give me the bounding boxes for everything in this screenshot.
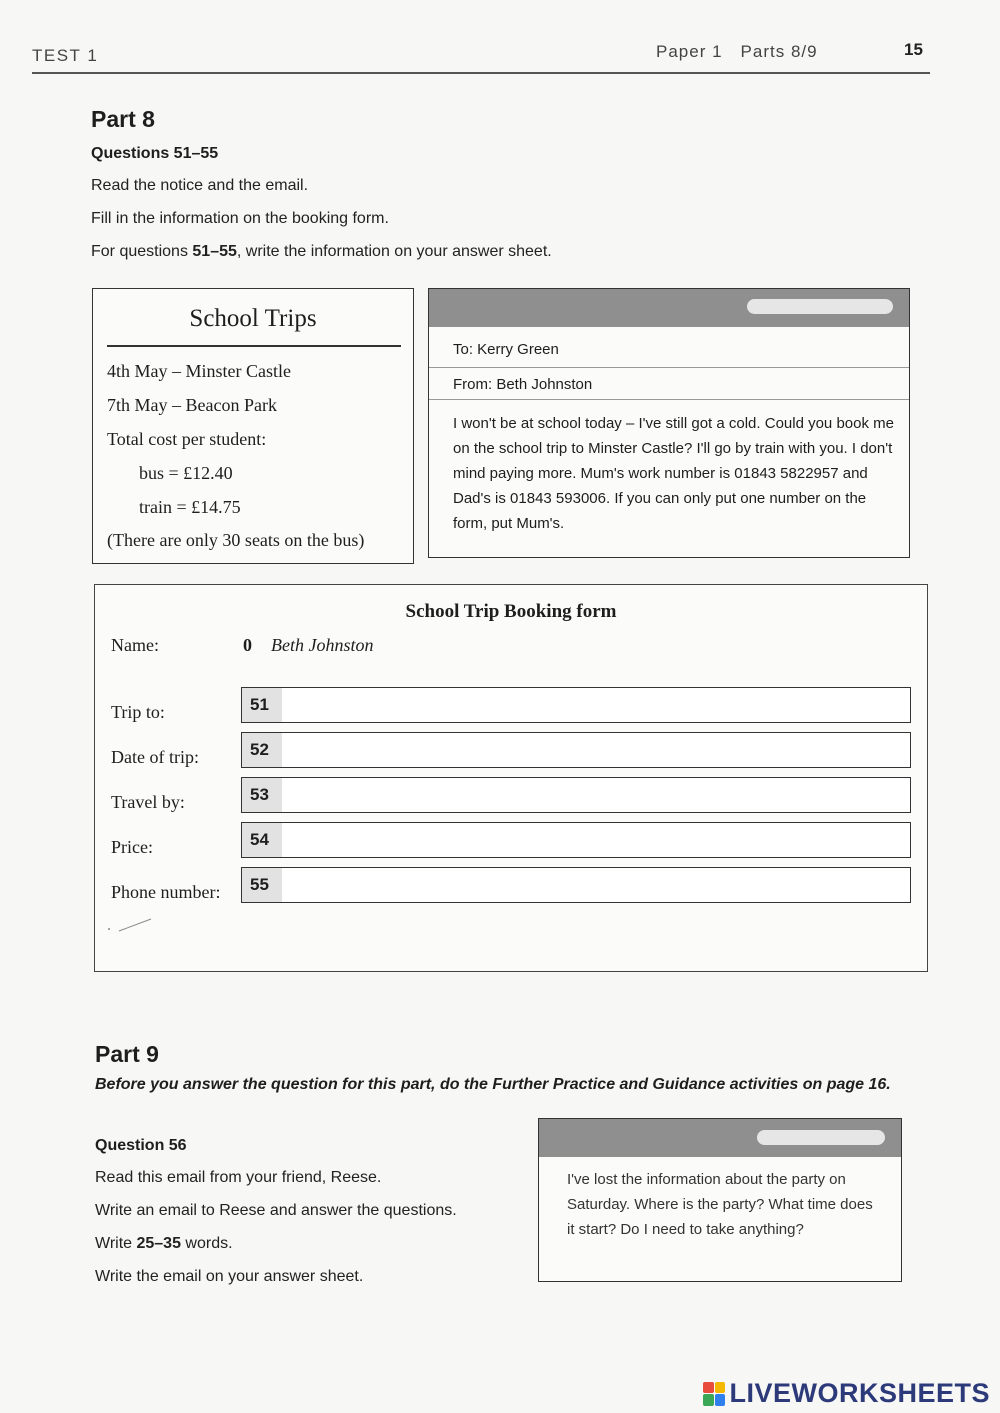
header-paper: Paper 1: [656, 42, 723, 61]
form-label-date: Date of trip:: [111, 747, 199, 767]
email-subject-pill: [757, 1130, 885, 1145]
notice-divider: [107, 345, 401, 347]
brand-text: LIVEWORKSHEETS: [729, 1378, 990, 1408]
part8-instruction-2: Fill in the information on the booking form.: [91, 210, 389, 227]
p9-instr3-post: words.: [180, 1235, 233, 1252]
answer-number: 55: [242, 868, 282, 902]
answer-number: 53: [242, 778, 282, 812]
beth-email: [428, 288, 910, 558]
instr3-post: , write the information on your answer sheet.: [236, 243, 552, 260]
part8-questions-heading: Questions 51–55: [91, 145, 219, 162]
pencil-mark-icon: [101, 915, 161, 939]
p9-instr3-bold: 25–35: [136, 1235, 181, 1252]
answer-box-55[interactable]: [241, 867, 911, 903]
reese-email-body: I've lost the information about the party on Saturday. Where is the party? What time does it start? Do I need to take anything?: [567, 1171, 873, 1238]
notice-title: School Trips: [189, 305, 317, 332]
form-label-trip: Trip to:: [111, 702, 165, 722]
instr3-bold: 51–55: [192, 243, 237, 260]
answer-number: 54: [242, 823, 282, 857]
liveworksheets-watermark: [703, 1378, 990, 1409]
notice-line: train = £14.75: [139, 497, 241, 517]
notice-line: bus = £12.40: [139, 463, 233, 483]
part9-instruction-3: [95, 1235, 233, 1253]
notice-line: 7th May – Beacon Park: [107, 395, 277, 415]
booking-form: [94, 584, 928, 972]
part9-title: Part 9: [95, 1041, 159, 1067]
header-parts: Parts 8/9: [740, 42, 818, 61]
answer-box-53[interactable]: [241, 777, 911, 813]
part9-instruction-2: Write an email to Reese and answer the questions.: [95, 1202, 457, 1219]
email-body: I won't be at school today – I've still got a cold. Could you book me on the school trip to Minster Castle? I'll go by train with you. I don't mind paying more. Mum's work number is 01843 5822957 and Dad's is 01843 593006. If you can only put one number on the form, put Mum's.: [453, 415, 894, 532]
liveworksheets-logo-icon: [703, 1382, 725, 1406]
form-example-value: Beth Johnston: [271, 635, 374, 655]
school-trips-notice: [92, 288, 414, 564]
email-divider: [429, 399, 909, 400]
p9-instr3-pre: Write: [95, 1235, 137, 1252]
answer-box-52[interactable]: [241, 732, 911, 768]
part8-instruction-3: [91, 243, 552, 261]
email-to: To: Kerry Green: [453, 341, 559, 358]
form-title: School Trip Booking form: [405, 601, 617, 622]
part9-question-heading: Question 56: [95, 1137, 187, 1154]
form-label-price: Price:: [111, 837, 153, 857]
notice-line: (There are only 30 seats on the bus): [107, 530, 365, 550]
part8-title: Part 8: [91, 106, 155, 132]
email-titlebar: [429, 289, 909, 327]
form-name-label: Name:: [111, 635, 159, 655]
reese-email: [538, 1118, 902, 1282]
answer-number: 51: [242, 688, 282, 722]
header-divider: [32, 72, 930, 74]
email-divider: [429, 367, 909, 368]
header-test-label: TEST 1: [32, 46, 99, 65]
part9-instruction-1: Read this email from your friend, Reese.: [95, 1169, 382, 1186]
instr3-pre: For questions: [91, 243, 193, 260]
answer-number: 52: [242, 733, 282, 767]
part9-intro: Before you answer the question for this part, do the Further Practice and Guidance activities on page 16.: [95, 1076, 891, 1093]
email-subject-pill: [747, 299, 893, 314]
email-titlebar: [539, 1119, 901, 1157]
header-paper-info: [656, 42, 818, 62]
form-example-number: 0: [243, 635, 252, 655]
answer-box-54[interactable]: [241, 822, 911, 858]
form-label-travel: Travel by:: [111, 792, 185, 812]
notice-line: 4th May – Minster Castle: [107, 361, 291, 381]
notice-line: Total cost per student:: [107, 429, 267, 449]
email-from: From: Beth Johnston: [453, 376, 593, 393]
form-label-phone: Phone number:: [111, 882, 221, 902]
part8-instruction-1: Read the notice and the email.: [91, 177, 309, 194]
part9-instruction-4: Write the email on your answer sheet.: [95, 1268, 364, 1285]
page-number: 15: [904, 40, 923, 59]
answer-box-51[interactable]: [241, 687, 911, 723]
